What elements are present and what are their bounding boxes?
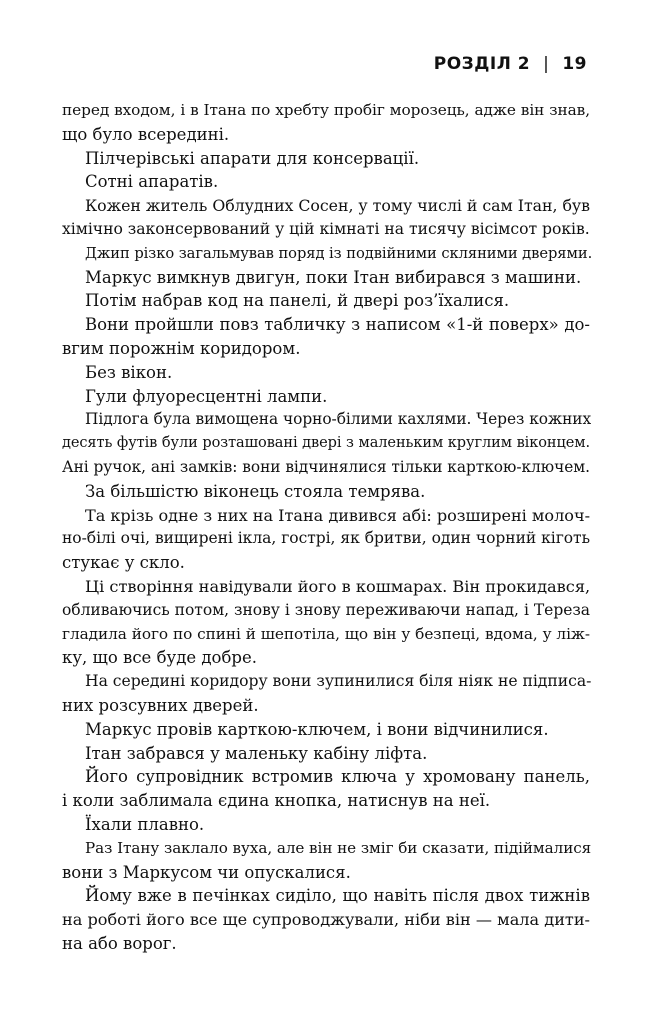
text-line: на або ворог. bbox=[62, 933, 177, 953]
text-line: обливаючись потом, знову і знову переживаючи напад, і Тереза bbox=[62, 600, 590, 619]
text-line: Підлога була вимощена чорно-білими кахлями. Через кожних bbox=[85, 410, 592, 429]
text-line: Ітан забрався у маленьку кабіну ліфта. bbox=[85, 743, 428, 763]
text-line: перед входом, і в Ітана по хребту пробіг морозець, адже він знав, bbox=[62, 101, 590, 119]
text-line: но-білі очі, вищирені ікла, гострі, як бритви, один чорний кіготь bbox=[62, 529, 590, 548]
running-head bbox=[434, 54, 587, 74]
text-line: Без вікон. bbox=[85, 362, 173, 382]
text-line: них розсувних дверей. bbox=[62, 695, 259, 715]
text-line: ку, що все буде добре. bbox=[62, 648, 257, 668]
text-line: За більшістю віконець стояла темрява. bbox=[85, 481, 426, 501]
text-line: На середині коридору вони зупинилися біля ніяк не підписа- bbox=[85, 672, 592, 691]
text-line: вгим порожнім коридором. bbox=[62, 338, 301, 358]
page-number: 19 bbox=[562, 54, 587, 74]
text-line: Вони пройшли повз табличку з написом «1-й поверх» до- bbox=[85, 315, 590, 335]
chapter-title: РОЗДІЛ 2 bbox=[433, 54, 531, 74]
text-line: Їхали плавно. bbox=[85, 814, 205, 834]
text-line: Пілчерівські апарати для консервації. bbox=[85, 148, 420, 168]
text-line: що було всередині. bbox=[62, 124, 230, 144]
text-line: Кожен житель Облудних Сосен, у тому числі й сам Ітан, був bbox=[85, 196, 591, 216]
header-separator: | bbox=[543, 54, 550, 74]
body-text bbox=[62, 99, 593, 956]
text-line: вони з Маркусом чи опускалися. bbox=[62, 862, 351, 882]
text-line: Його супровідник встромив ключа у хромовану панель, bbox=[85, 767, 590, 787]
text-line: і коли заблимала єдина кнопка, натиснув на неї. bbox=[62, 791, 491, 811]
text-line: стукає у скло. bbox=[62, 553, 185, 573]
text-line: Маркус провів карткою-ключем, і вони відчинилися. bbox=[85, 719, 549, 739]
text-line: Раз Ітану заклало вуха, але він не зміг би сказати, підіймалися bbox=[85, 838, 592, 857]
text-line: на роботі його все ще супроводжували, ніби він — мала дити- bbox=[62, 910, 590, 930]
text-line: хімічно законсервований у цій кімнаті на тисячу вісімсот років. bbox=[62, 219, 590, 238]
text-line: Та крізь одне з них на Ітана дивився абі: розширені молоч- bbox=[85, 505, 590, 525]
text-line: десять футів були розташовані двері з маленьким круглим віконцем. bbox=[62, 435, 590, 452]
text-line: Потім набрав код на панелі, й двері роз’їхалися. bbox=[85, 291, 510, 311]
text-line: Сотні апаратів. bbox=[85, 172, 219, 192]
text-line: Гули флуоресцентні лампи. bbox=[85, 386, 328, 406]
text-line: Джип різко загальмував поряд із подвійними скляними дверями. bbox=[85, 244, 593, 262]
text-line: Йому вже в печінках сиділо, що навіть після двох тижнів bbox=[85, 886, 590, 906]
text-line: Ці створіння навідували його в кошмарах. Він прокидався, bbox=[85, 576, 591, 596]
text-line: Ані ручок, ані замків: вони відчинялися тільки карткою-ключем. bbox=[62, 457, 591, 476]
text-line: Маркус вимкнув двигун, поки Ітан вибирався з машини. bbox=[85, 267, 582, 287]
text-line: гладила його по спині й шепотіла, що він у безпеці, вдома, у ліж- bbox=[62, 624, 590, 643]
